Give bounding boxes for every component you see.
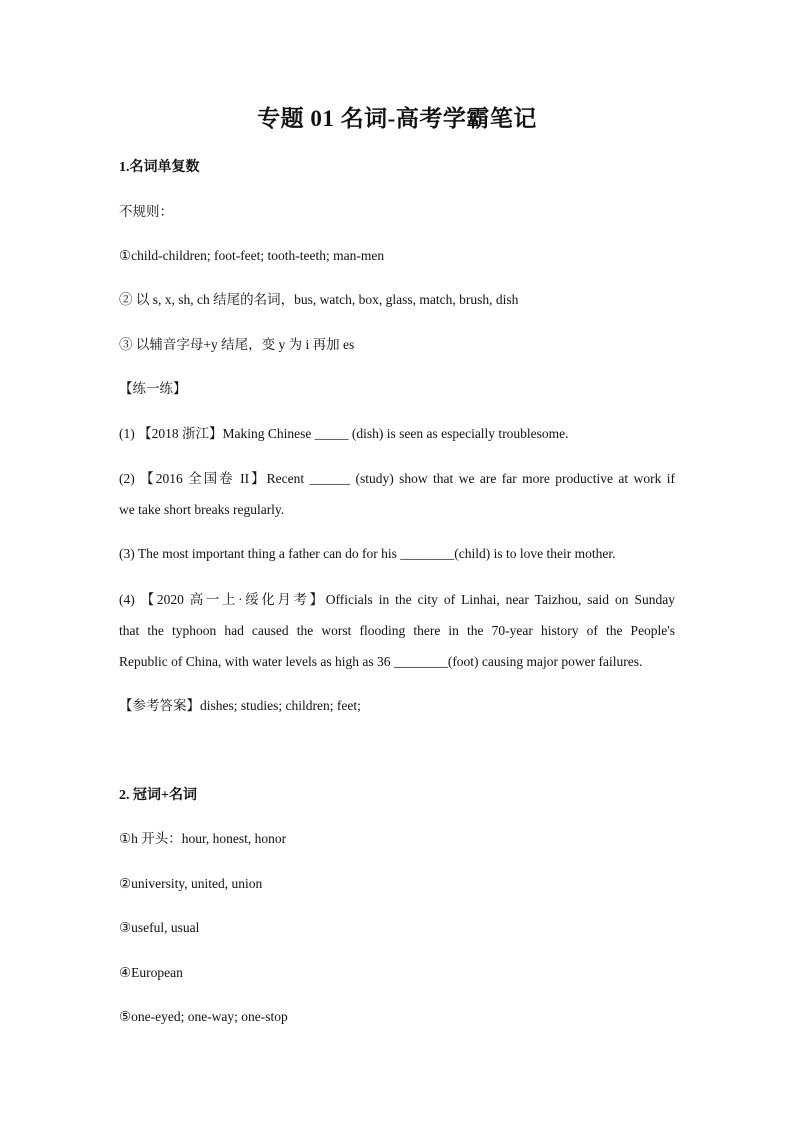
exercise-line: that the typhoon had caused the worst flooding there in the 70-year history of the People's <box>119 623 675 638</box>
section-heading-noun-plurals: 1.名词单复数 <box>119 160 200 175</box>
rule-item: ② 以 s, x, sh, ch 结尾的名词，bus, watch, box, glass, match, brush, dish <box>119 292 519 307</box>
article-item: ①h 开头：hour, honest, honor <box>119 831 287 846</box>
exercise-line: Republic of China, with water levels as high as 36 ________(foot) causing major power failures. <box>119 654 643 669</box>
article-item: ④European <box>119 965 183 980</box>
irregular-label: 不规则： <box>119 204 173 219</box>
exercise-item: (3) The most important thing a father can do for his ________(child) is to love their mother. <box>119 546 616 561</box>
section-heading-articles: 2. 冠词+名词 <box>119 788 197 803</box>
article-item: ②university, united, union <box>119 876 263 891</box>
exercise-line: we take short breaks regularly. <box>119 502 285 517</box>
page-title: 专题 01 名词-高考学霸笔记 <box>257 106 537 131</box>
answer-key: 【参考答案】dishes; studies; children; feet; <box>119 698 361 713</box>
exercise-item: (1) 【2018 浙江】Making Chinese _____ (dish) is seen as especially troublesome. <box>119 426 569 441</box>
exercise-line: (4) 【2020 高一上·绥化月考】Officials in the city of Linhai, near Taizhou, said on Sunday <box>119 592 675 607</box>
exercise-line: (2) 【2016 全国卷 II】Recent ______ (study) show that we are far more productive at work if <box>119 471 675 486</box>
rule-item: ③ 以辅音字母+y 结尾，变 y 为 i 再加 es <box>119 337 355 352</box>
rule-item: ①child-children; foot-feet; tooth-teeth; man-men <box>119 248 385 263</box>
exercise-item <box>119 584 675 677</box>
article-item: ⑤one-eyed; one-way; one-stop <box>119 1009 288 1024</box>
exercise-item <box>119 463 675 525</box>
article-item: ③useful, usual <box>119 920 200 935</box>
practice-label: 【练一练】 <box>119 381 187 396</box>
